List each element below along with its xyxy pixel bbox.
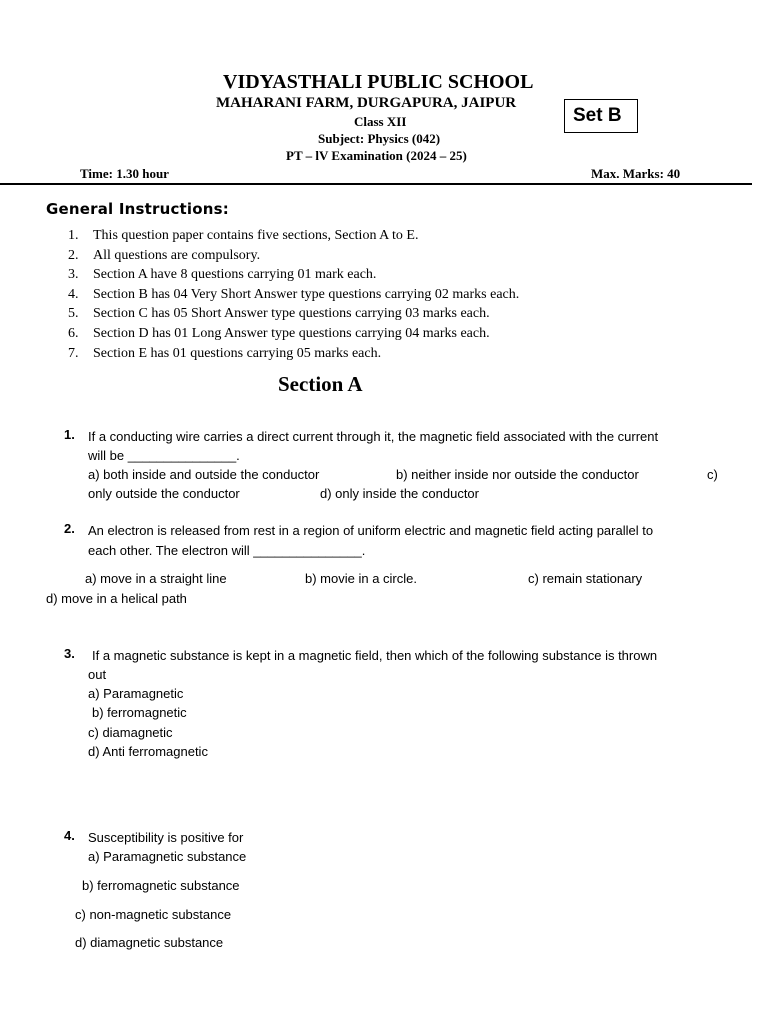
question-2-option-a: a) move in a straight line [85,571,227,586]
question-4-option-b: b) ferromagnetic substance [82,878,240,893]
list-item: 4. Section B has 04 Very Short Answer type questions carrying 02 marks each. [68,286,520,302]
question-4-number: 4. [64,828,75,843]
header-divider [0,183,752,185]
question-3-option-d: d) Anti ferromagnetic [88,744,208,759]
subject-label: Subject: Physics (042) [318,131,441,146]
list-item: 2. All questions are compulsory. [68,247,261,263]
question-4-text: Susceptibility is positive for [88,830,244,845]
school-address: MAHARANI FARM, DURGAPURA, JAIPUR [216,95,517,111]
question-2-text-line-1: An electron is released from rest in a region of uniform electric and magnetic field acting parallel to [88,523,654,538]
question-1-option-b: b) neither inside nor outside the conductor [396,467,639,482]
question-4-option-d: d) diamagnetic substance [75,935,224,950]
time-label: Time: 1.30 hour [80,166,169,181]
exam-label: PT – lV Examination (2024 – 25) [286,148,467,163]
list-item: 3. Section A have 8 questions carrying 01 mark each. [68,267,377,283]
instructions-title: General Instructions: [46,200,229,218]
set-badge: Set B [564,99,638,133]
question-2-option-c: c) remain stationary [528,571,643,586]
max-marks-label: Max. Marks: 40 [591,166,681,181]
question-3-number: 3. [64,646,75,661]
list-item: 6. Section D has 01 Long Answer type questions carrying 04 marks each. [68,325,490,341]
list-item: 1. This question paper contains five sections, Section A to E. [68,228,419,243]
question-1-number: 1. [64,427,75,442]
section-title: Section A [278,372,363,396]
question-2-option-b: b) movie in a circle. [305,571,417,586]
question-3-option-a: a) Paramagnetic [88,686,184,701]
question-1-option-c-text: only outside the conductor [88,486,240,501]
question-2-number: 2. [64,521,75,536]
list-item: 5. Section C has 05 Short Answer type questions carrying 03 marks each. [68,306,490,322]
question-1-option-d: d) only inside the conductor [320,486,479,501]
question-1-text-line-1: If a conducting wire carries a direct current through it, the magnetic field associated with the current [88,429,659,444]
instructions-list [68,226,519,363]
question-2-option-d: d) move in a helical path [46,591,187,606]
list-item: 7. Section E has 01 questions carrying 05 marks each. [68,345,382,361]
question-1-text-line-2: will be _______________. [88,448,240,463]
question-3-option-c: c) diamagnetic [88,725,173,740]
question-2-text-line-2: each other. The electron will _______________. [88,543,366,558]
question-3-text-line-2: out [88,667,107,682]
question-3-option-b: b) ferromagnetic [92,705,187,720]
question-3-text-line-1: If a magnetic substance is kept in a magnetic field, then which of the following substance is thrown [92,648,658,663]
question-4-option-c: c) non-magnetic substance [75,907,232,922]
question-1-option-a: a) both inside and outside the conductor [88,467,320,482]
question-1-option-c-label: c) [707,467,718,482]
question-4-option-a: a) Paramagnetic substance [88,849,247,864]
class-label: Class XII [354,114,407,129]
school-name: VIDYASTHALI PUBLIC SCHOOL [223,71,534,93]
